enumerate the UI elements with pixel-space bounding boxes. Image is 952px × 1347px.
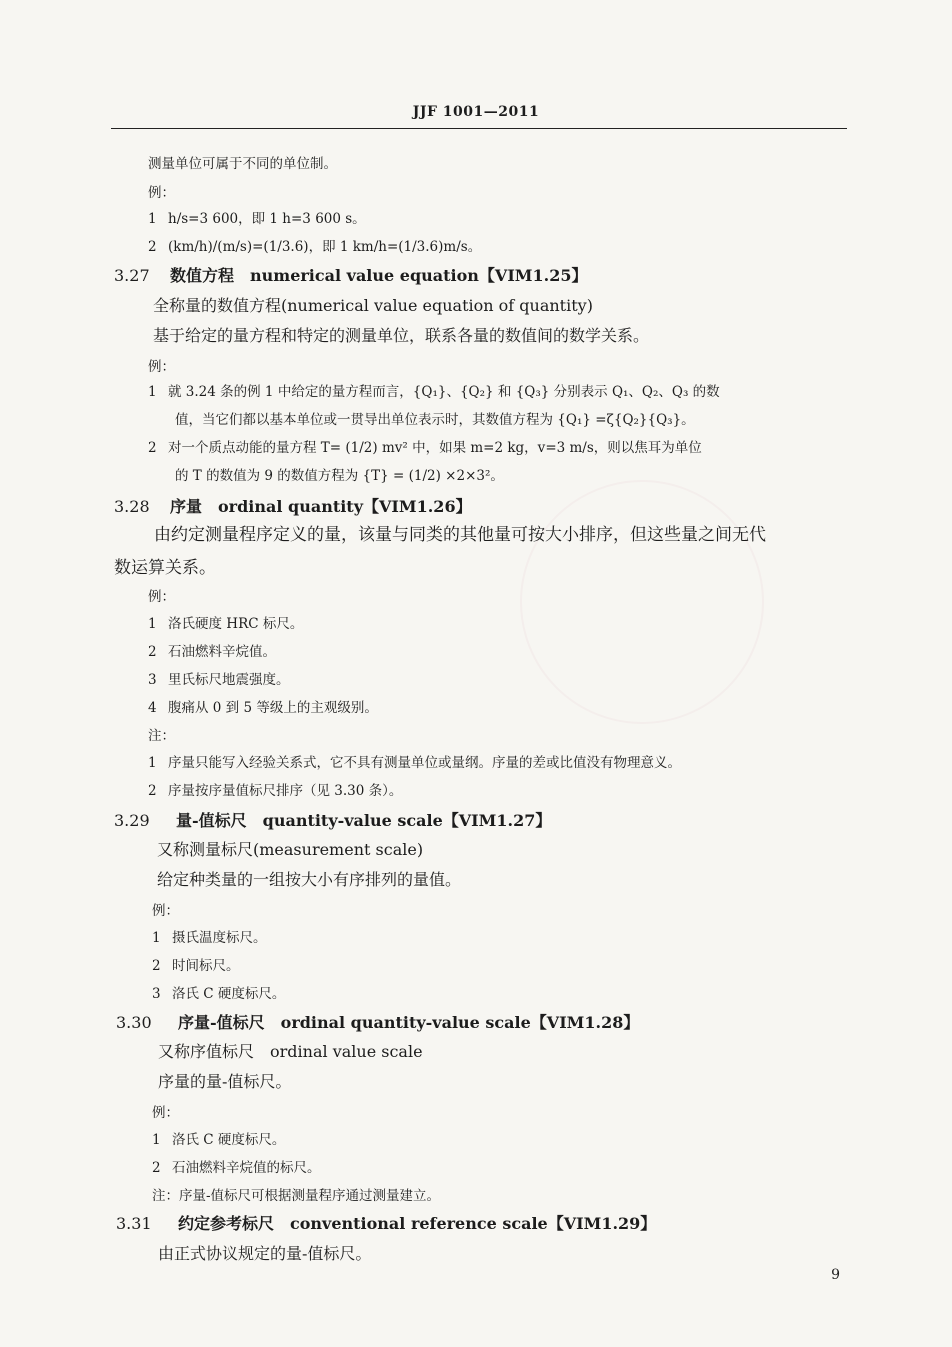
item-text: (km/h)/(m/s)=(1/3.6)，即 1 km/h=(1/3.6)m/s。 (168, 239, 482, 255)
item-number: 2 (152, 958, 161, 974)
definition: 基于给定的量方程和特定的测量单位，联系各量的数值间的数学关系。 (153, 326, 650, 345)
text-line: 又称序值标尺 ordinal value scale (158, 1042, 423, 1061)
definition: 由约定测量程序定义的量，该量与同类的其他量可按大小排序，但这些量之间无代 (154, 525, 766, 545)
list-item (148, 207, 366, 227)
item-text: 里氏标尺地震强度。 (168, 672, 290, 688)
example-label: 例： (152, 1105, 179, 1121)
note-label: 注： (148, 728, 175, 744)
definition: 由正式协议规定的量-值标尺。 (158, 1244, 372, 1263)
definition: 给定种类量的一组按大小有序排列的量值。 (157, 870, 462, 889)
section-number: 3.29 (114, 811, 150, 830)
text-line: 数运算关系。 (114, 558, 216, 578)
example-label: 例： (148, 589, 175, 605)
item-number: 2 (148, 783, 157, 799)
faint-stamp (520, 480, 764, 724)
item-number: 1 (148, 755, 157, 771)
item-number: 1 (152, 930, 161, 946)
section-number: 3.28 (114, 497, 150, 516)
list-item (152, 1156, 321, 1176)
item-number: 1 (148, 211, 157, 227)
section-heading-3-31 (116, 1211, 656, 1234)
section-heading-3-28 (114, 494, 472, 517)
list-item (152, 954, 240, 974)
item-number: 2 (148, 644, 157, 660)
note: 注：序量-值标尺可根据测量程序通过测量建立。 (152, 1188, 441, 1204)
example-label: 例： (148, 359, 175, 375)
item-text: 序量按序量值标尺排序（见 3.30 条）。 (168, 783, 403, 799)
list-item (148, 235, 481, 255)
text-line: 的 T 的数值为 9 的数值方程为 {T} = (1/2) ×2×3²。 (175, 468, 504, 484)
item-text: h/s=3 600，即 1 h=3 600 s。 (168, 211, 366, 227)
section-heading-3-27 (114, 263, 588, 286)
list-item (148, 696, 378, 716)
section-title: 序量-值标尺 ordinal quantity-value scale【VIM1.28】 (178, 1013, 640, 1032)
document-header: JJF 1001—2011 (412, 104, 540, 120)
text-line: 测量单位可属于不同的单位制。 (148, 156, 337, 172)
item-number: 2 (148, 239, 157, 255)
item-text: 就 3.24 条的例 1 中给定的量方程而言，{Q₁}、{Q₂} 和 {Q₃} 分别表示 Q₁、Q₂、Q₃ 的数 (168, 384, 720, 400)
section-number: 3.31 (116, 1214, 152, 1233)
item-number: 3 (152, 986, 161, 1002)
page-number: 9 (831, 1267, 840, 1283)
item-number: 1 (152, 1132, 161, 1148)
section-heading-3-29 (114, 808, 551, 831)
section-title: 数值方程 numerical value equation【VIM1.25】 (170, 266, 588, 285)
list-item (148, 436, 702, 456)
list-item (148, 380, 720, 400)
item-number: 1 (148, 616, 157, 632)
example-label: 例： (152, 903, 179, 919)
item-text: 洛氏 C 硬度标尺。 (172, 1132, 286, 1148)
item-number: 3 (148, 672, 157, 688)
definition: 序量的量-值标尺。 (158, 1072, 292, 1091)
item-number: 2 (152, 1160, 161, 1176)
example-label: 例： (148, 185, 175, 201)
section-title: 约定参考标尺 conventional reference scale【VIM1.29】 (178, 1214, 657, 1233)
item-text: 洛氏硬度 HRC 标尺。 (168, 616, 304, 632)
list-item (148, 779, 402, 799)
item-number: 1 (148, 384, 157, 400)
item-number: 2 (148, 440, 157, 456)
list-item (148, 640, 276, 660)
text-line: 全称量的数值方程(numerical value equation of quantity) (153, 296, 593, 315)
section-number: 3.30 (116, 1013, 152, 1032)
section-number: 3.27 (114, 266, 150, 285)
item-text: 洛氏 C 硬度标尺。 (172, 986, 286, 1002)
section-title: 序量 ordinal quantity【VIM1.26】 (170, 497, 472, 516)
item-text: 序量只能写入经验关系式，它不具有测量单位或量纲。序量的差或比值没有物理意义。 (168, 755, 681, 771)
item-text: 时间标尺。 (172, 958, 240, 974)
item-text: 石油燃料辛烷值的标尺。 (172, 1160, 321, 1176)
item-text: 对一个质点动能的量方程 T= (1/2) mv² 中，如果 m=2 kg，v=3 m/s，则以焦耳为单位 (168, 440, 702, 456)
text-line: 值，当它们都以基本单位或一贯导出单位表示时，其数值方程为 {Q₁} =ζ{Q₂}{Q₃}。 (175, 412, 695, 428)
text-line: 又称测量标尺(measurement scale) (157, 840, 424, 859)
item-text: 摄氏温度标尺。 (172, 930, 267, 946)
list-item (148, 751, 681, 771)
list-item (152, 982, 285, 1002)
section-heading-3-30 (116, 1010, 639, 1033)
list-item (148, 612, 303, 632)
item-text: 腹痛从 0 到 5 等级上的主观级别。 (168, 700, 378, 716)
list-item (148, 668, 290, 688)
section-title: 量-值标尺 quantity-value scale【VIM1.27】 (176, 811, 552, 830)
header-rule (111, 128, 847, 129)
list-item (152, 1128, 285, 1148)
item-text: 石油燃料辛烷值。 (168, 644, 276, 660)
item-number: 4 (148, 700, 157, 716)
list-item (152, 926, 267, 946)
